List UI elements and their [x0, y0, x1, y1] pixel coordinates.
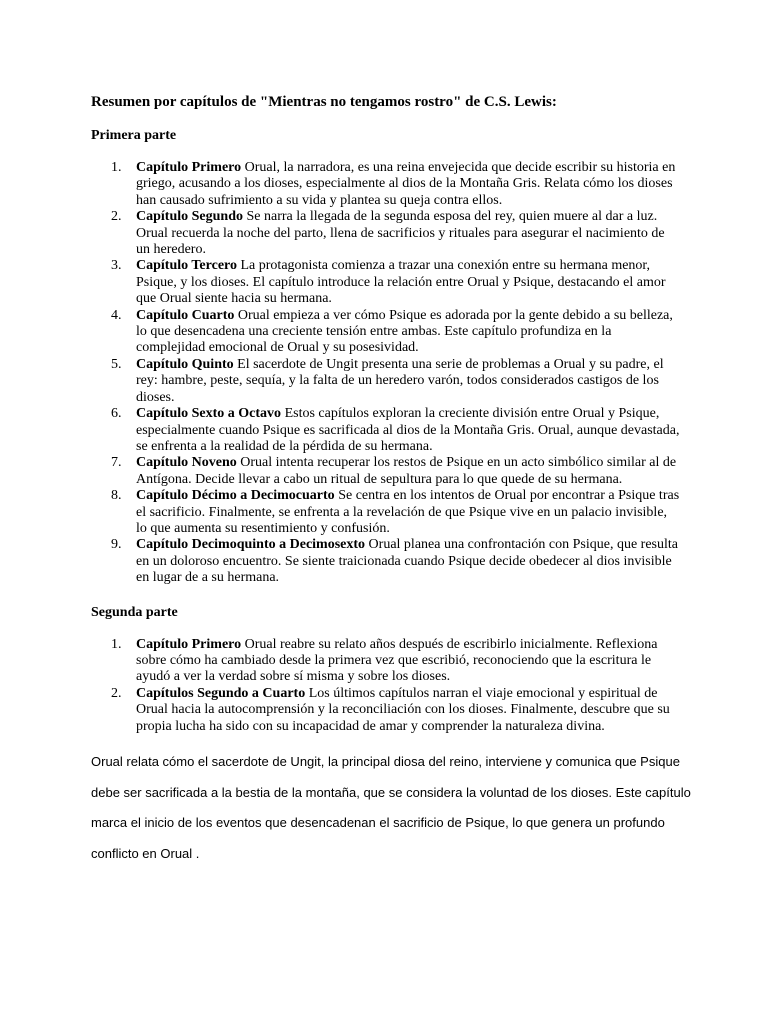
- part-two-heading: Segunda parte: [91, 604, 178, 620]
- chapter-title: Capítulo Primero: [136, 160, 242, 175]
- chapter-list-item: [91, 258, 681, 307]
- list-item-number: 5.: [111, 356, 122, 372]
- chapter-title: Capítulo Quinto: [136, 356, 234, 372]
- chapter-list-item: [91, 357, 681, 406]
- chapter-list-item: [91, 308, 681, 357]
- chapter-summary: Se centra en los intentos de Orual por encontrar a Psique tras el sacrificio. Finalmente, se enfrenta a la revelación de que Psique vive en un palacio invisible, lo que aumenta su resentimiento y confusión.: [136, 488, 680, 536]
- document-page: [91, 93, 691, 869]
- document-title: Resumen por capítulos de "Mientras no tengamos rostro" de C.S. Lewis:: [91, 94, 557, 110]
- list-item-number: 6.: [111, 406, 122, 422]
- chapter-title: Capítulo Decimoquinto a Decimosexto: [136, 537, 366, 553]
- chapter-list-item: [91, 537, 681, 586]
- chapter-summary: Orual reabre su relato años después de escribirlo inicialmente. Reflexiona sobre cómo ha cambiado desde la primera vez que escribió, reconociendo que la escritura le ayudó a ver la verdad sobre sí misma y sobre los dioses.: [136, 636, 658, 685]
- list-item-number: 7.: [111, 455, 122, 471]
- chapter-summary: Orual planea una confrontación con Psique, que resulta en un doloroso encuentro. Se siente traicionada cuando Psique decide obedecer al dios invisible en lugar de a su hermana.: [136, 537, 678, 586]
- chapter-title: Capítulo Noveno: [136, 455, 237, 471]
- list-item-number: 1.: [111, 160, 122, 175]
- part-one-heading: Primera parte: [91, 128, 177, 143]
- list-item-number: 8.: [111, 488, 122, 504]
- chapter-list-item: [91, 160, 681, 209]
- chapter-summary: Orual empieza a ver cómo Psique es adorada por la gente debido a su belleza, lo que desencadena una creciente tensión entre ambas. Este capítulo profundiza en la complejidad emocional de Orual y su posesividad.: [136, 307, 673, 356]
- list-item-number: 2.: [111, 209, 122, 225]
- list-item-number: 4.: [111, 307, 122, 323]
- chapter-list-item: [91, 637, 681, 686]
- chapter-list-item: [91, 406, 681, 455]
- chapter-list-item: [91, 209, 681, 258]
- chapter-title: Capítulo Sexto a Octavo: [136, 406, 282, 422]
- chapter-title: Capítulo Segundo: [136, 209, 243, 225]
- chapter-summary: Orual, la narradora, es una reina envejecida que decide escribir su historia en griego, acusando a los dioses, especialmente al dios de la Montaña Gris. Relata cómo los dioses han causado sufrimiento a su vida y plantea su queja contra ellos.: [136, 160, 676, 208]
- chapter-title: Capítulo Décimo a Decimocuarto: [136, 488, 335, 504]
- list-item-number: 1.: [111, 636, 122, 652]
- chapter-list-item: [91, 686, 681, 735]
- chapter-summary: El sacerdote de Ungit presenta una serie de problemas a Orual y su padre, el rey: hambre, peste, sequía, y la falta de un heredero varón, todos considerados castigos de los dioses.: [136, 356, 664, 405]
- part-two-chapter-list: [91, 637, 681, 735]
- chapter-title: Capítulo Primero: [136, 636, 242, 652]
- closing-paragraph: Orual relata cómo el sacerdote de Ungit, la principal diosa del reino, interviene y comunica que Psique debe ser sacrificada a la bestia de la montaña, que se considera la voluntad de los dioses. Este capítulo marca el inicio de los eventos que desencadenan el sacrificio de Psique, lo que genera un profundo conflicto en Orual .: [91, 754, 691, 861]
- chapter-summary: La protagonista comienza a trazar una conexión entre su hermana menor, Psique, y los dioses. El capítulo introduce la relación entre Orual y Psique, destacando el amor que Orual siente hacia su hermana.: [136, 258, 666, 307]
- chapter-summary: Se narra la llegada de la segunda esposa del rey, quien muere al dar a luz. Orual recuerda la noche del parto, llena de sacrificios y rituales para asegurar el nacimiento de un heredero.: [136, 209, 665, 258]
- list-item-number: 2.: [111, 685, 122, 701]
- chapter-summary: Los últimos capítulos narran el viaje emocional y espiritual de Orual hacia la autocomprensión y la reconciliación con los dioses. Finalmente, descubre que su propia lucha ha sido con su incapacidad de amar y comprender la naturaleza divina.: [136, 685, 670, 734]
- chapter-title: Capítulos Segundo a Cuarto: [136, 685, 306, 701]
- list-item-number: 9.: [111, 537, 122, 553]
- chapter-title: Capítulo Cuarto: [136, 307, 235, 323]
- chapter-title: Capítulo Tercero: [136, 258, 237, 274]
- chapter-summary: Orual intenta recuperar los restos de Psique en un acto simbólico similar al de Antígona. Decide llevar a cabo un ritual de sepultura para lo que quede de su hermana.: [136, 455, 677, 487]
- part-one-chapter-list: [91, 160, 681, 587]
- chapter-list-item: [91, 455, 681, 488]
- chapter-summary: Estos capítulos exploran la creciente división entre Orual y Psique, especialmente cuando Psique es sacrificada al dios de la Montaña Gris. Orual, aunque devastada, se enfrenta a la realidad de la pérdida de su hermana.: [136, 406, 680, 454]
- list-item-number: 3.: [111, 258, 122, 274]
- chapter-list-item: [91, 488, 681, 537]
